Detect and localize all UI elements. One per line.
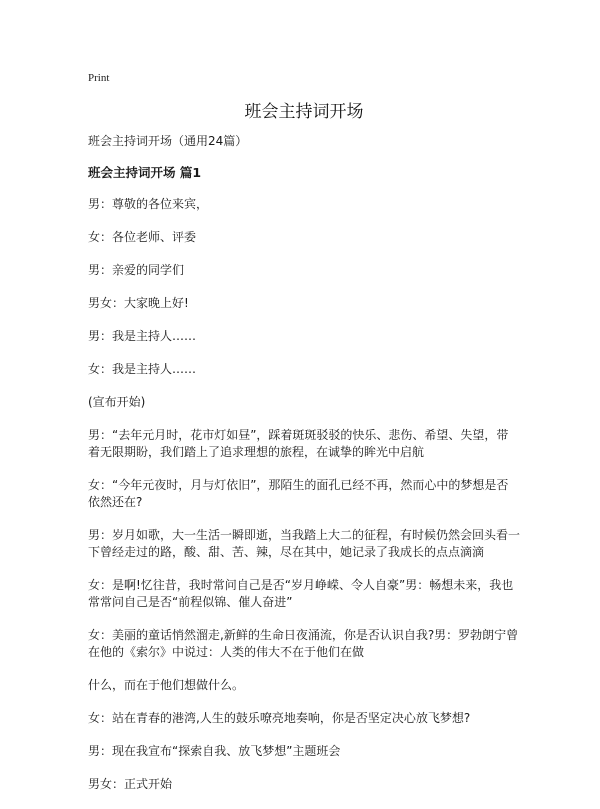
print-link[interactable]: Print (88, 72, 110, 84)
paragraph: 男：尊敬的各位来宾， (88, 197, 209, 211)
paragraph: 女：我是主持人…… (88, 362, 197, 376)
paragraph: 男女：大家晚上好! (88, 296, 189, 310)
page-title: 班会主持词开场 (244, 102, 364, 122)
paragraph: 男：我是主持人…… (88, 329, 197, 343)
paragraph: 男：现在我宣布“探索自我、放飞梦想”主题班会 (88, 744, 341, 758)
paragraph: 女：是啊!忆往昔，我时常问自己是否“岁月峥嵘、令人自豪”男：畅想未来，我也常常问自己是否“前程似锦、催人奋进” (88, 578, 514, 609)
paragraph: 男：“去年元月时，花市灯如昼”，踩着斑斑驳驳的快乐、悲伤、希望、失望，带着无限期盼，我们踏上了追求理想的旅程，在诚挚的眸光中启航 (88, 428, 509, 459)
paragraph: 男女：正式开始 (88, 777, 173, 791)
paragraph: 男：岁月如歌，大一生活一瞬即逝，当我踏上大二的征程，有时候仍然会回头看一下曾经走过的路，酸、甜、苦、辣，尽在其中，她记录了我成长的点点滴滴 (88, 528, 521, 559)
paragraph: 男：亲爱的同学们 (88, 263, 185, 277)
document-body (88, 133, 520, 809)
document-subtitle: 班会主持词开场（通用24篇） (88, 134, 248, 148)
paragraph: 什么，而在于他们想做什么。 (88, 678, 245, 692)
section-heading: 班会主持词开场 篇1 (88, 165, 202, 180)
paragraph: 女：美丽的童话悄然溜走,新鲜的生命日夜涌流，你是否认识自我?男：罗勃朗宁曾在他的《索尔》中说过：人类的伟大不在于他们在做 (88, 628, 519, 659)
paragraph: 女：站在青春的港湾,人生的鼓乐嘹亮地奏响，你是否坚定决心放飞梦想? (88, 711, 471, 725)
paragraph: (宣布开始) (88, 395, 146, 409)
paragraph: 女：各位老师、评委 (88, 230, 197, 244)
paragraph: 女：“今年元夜时，月与灯依旧”，那陌生的面孔已经不再，然而心中的梦想是否依然还在? (88, 478, 509, 509)
